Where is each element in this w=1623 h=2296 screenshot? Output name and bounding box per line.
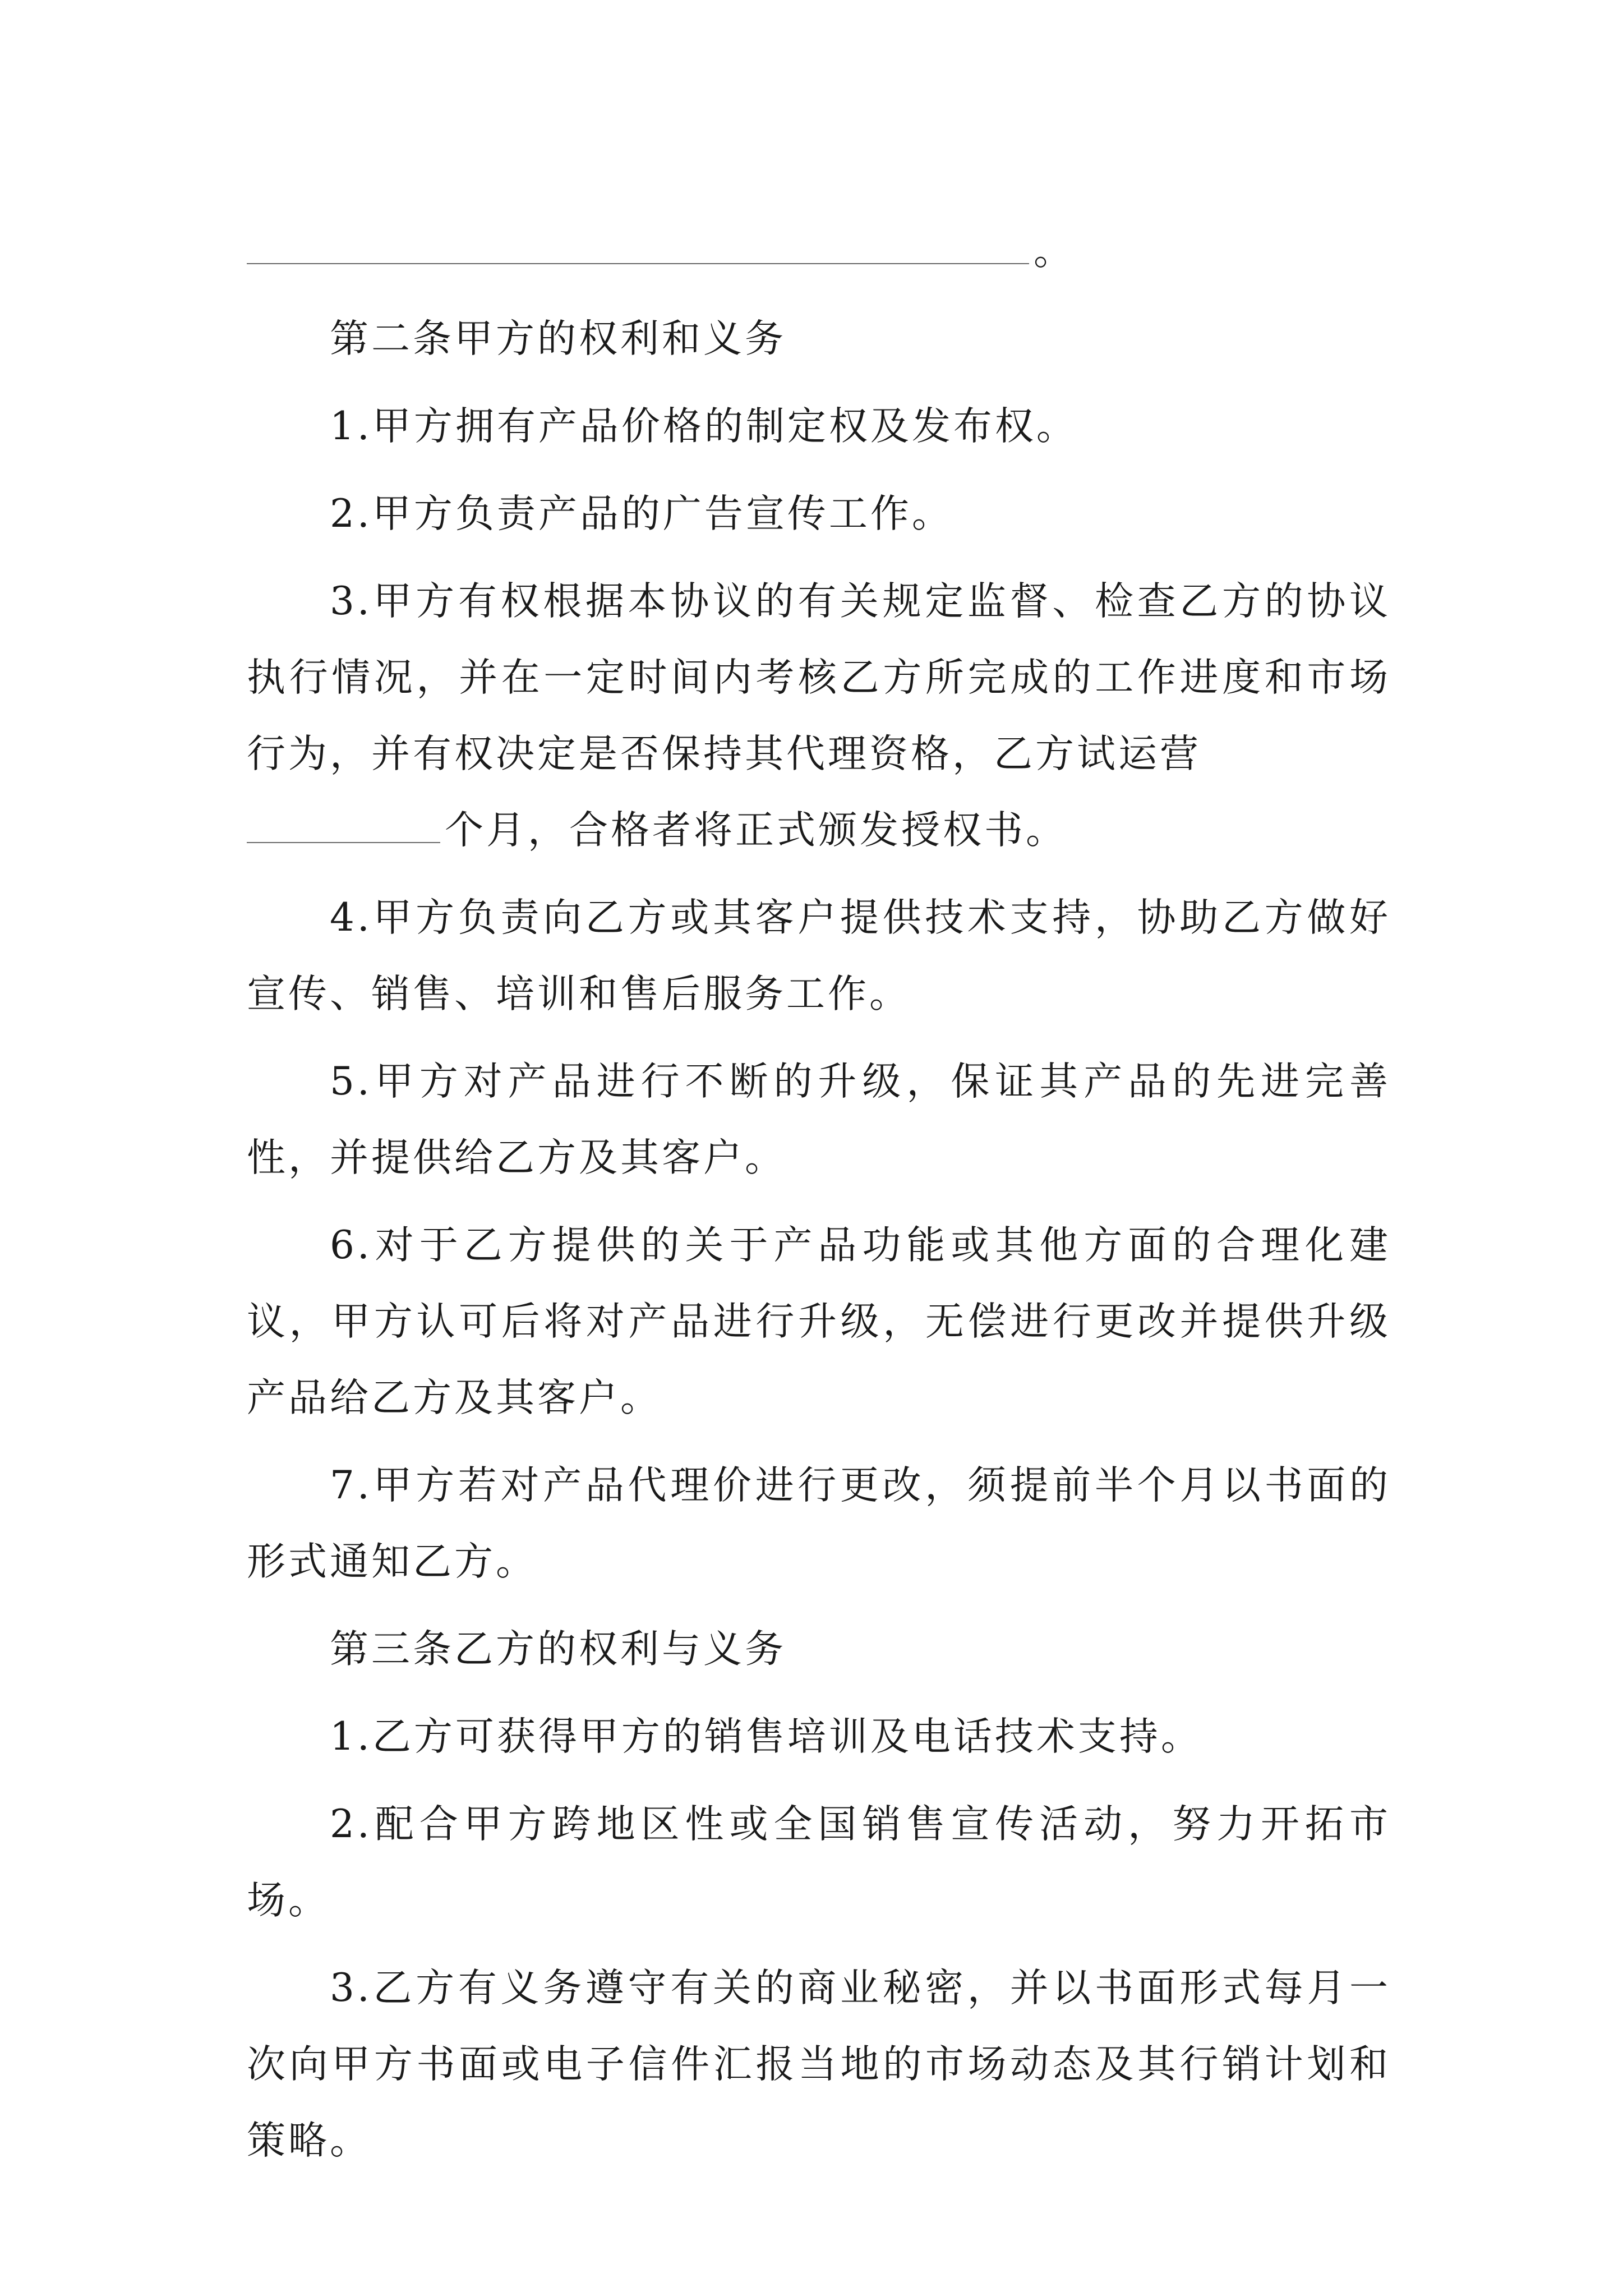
article-2-item-5: 5.甲方对产品进行不断的升级，保证其产品的先进完善性，并提供给乙方及其客户。	[247, 1059, 1391, 1180]
article-2-item-3: 3.甲方有权根据本协议的有关规定监督、检查乙方的协议执行情况，并在一定时间内考核乙方所完成的工作进度和市场行为，并有权决定是否保持其代理资格，乙方试运营	[247, 579, 1391, 776]
top-fragment-trail: 。	[1034, 229, 1075, 274]
article-2-heading: 第二条甲方的权利和义务	[330, 316, 786, 361]
article-2-item-3-continuation	[247, 792, 1391, 868]
top-fragment-line	[247, 213, 1391, 289]
article-2-item-3-group	[247, 563, 1391, 868]
article-3-item-3: 3.乙方有义务遵守有关的商业秘密，并以书面形式每月一次向甲方书面或电子信件汇报当地的市场动态及其行销计划和策略。	[247, 1966, 1391, 2163]
document-body	[247, 213, 1391, 2190]
article-2-item-1: 1.甲方拥有产品价格的制定权及发布权。	[330, 404, 1078, 449]
article-2-item-7: 7.甲方若对产品代理价进行更改，须提前半个月以书面的形式通知乙方。	[247, 1463, 1391, 1584]
fill-in-blank-line	[247, 259, 1029, 264]
article-3-heading: 第三条乙方的权利与义务	[330, 1627, 786, 1672]
article-2-item-6: 6.对于乙方提供的关于产品功能或其他方面的合理化建议，甲方认可后将对产品进行升级，无偿进行更改并提供升级产品给乙方及其客户。	[247, 1223, 1391, 1420]
article-3-item-1: 1.乙方可获得甲方的销售培训及电话技术支持。	[330, 1714, 1202, 1759]
fill-in-blank-months	[247, 838, 440, 843]
article-2-item-3-continuation-text: 个月，合格者将正式颁发授权书。	[445, 808, 1067, 853]
article-3-item-2: 2.配合甲方跨地区性或全国销售宣传活动，努力开拓市场。	[247, 1802, 1391, 1923]
article-2-item-4: 4.甲方负责向乙方或其客户提供技术支持，协助乙方做好宣传、销售、培训和售后服务工作。	[247, 895, 1391, 1016]
article-2-item-2: 2.甲方负责产品的广告宣传工作。	[330, 491, 953, 536]
